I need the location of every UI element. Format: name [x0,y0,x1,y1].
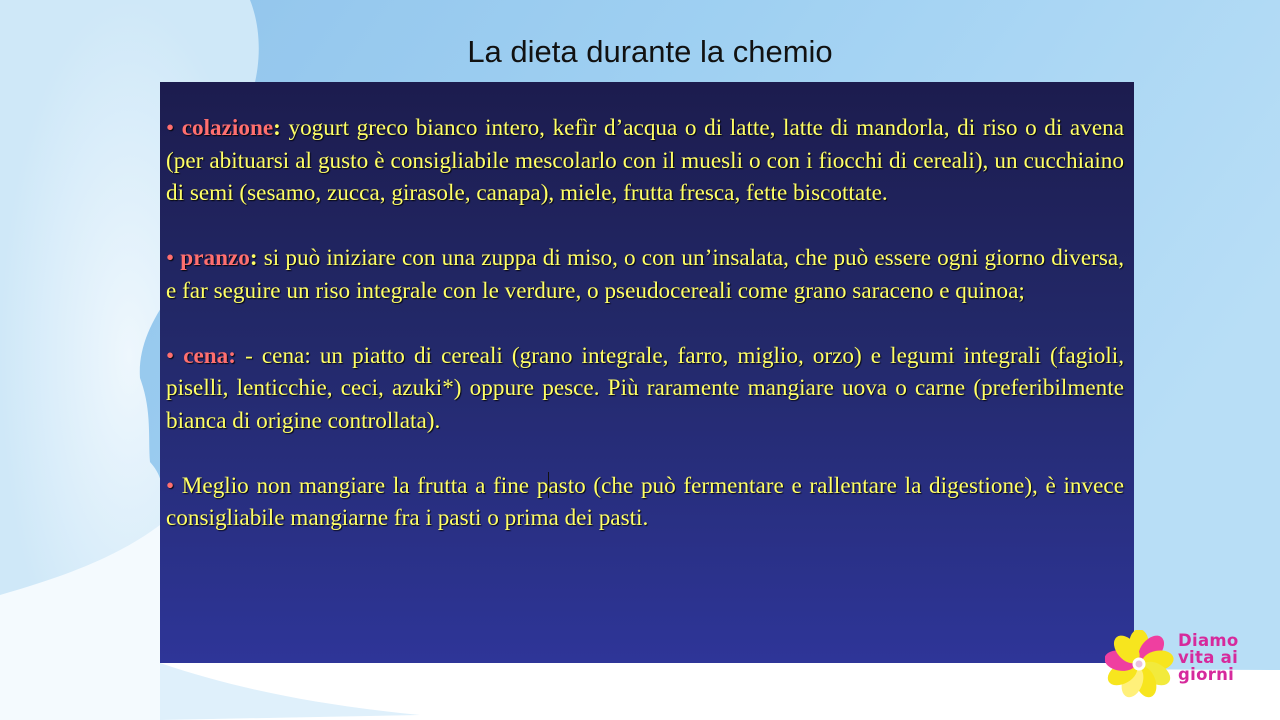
bullet-icon: • [166,342,175,369]
paragraph-pranzo [166,242,1124,307]
paragraph-text: yogurt greco bianco intero, kefìr d’acqua o di latte, latte di mandorla, di riso o di avena (per abituarsi al gusto è consigliabile mescolarlo con il muesli o con i fiocchi di cereali), un cucchiaino di semi (sesamo, zucca, girasole, canapa), miele, frutta fresca, fette biscottate. [166,115,1124,206]
logo-line-3: giorni [1178,665,1235,684]
paragraph-text-continued: asto (che può fermentare e rallentare la digestione), è invece consigliabile mangiarne fra i pasti o prima dei pasti. [166,472,1124,531]
logo [1105,630,1275,700]
bullet-icon: • [166,115,175,141]
keyword-colazione: colazione [181,115,274,141]
flower-icon [1105,630,1177,700]
logo-line-1: Diamo [1178,631,1239,650]
logo-line-2: vita ai [1178,648,1239,667]
logo-text [1178,632,1239,683]
keyword-cena: cena: [183,342,236,369]
paragraph-colazione [166,112,1124,210]
keyword-pranzo: pranzo [180,245,250,271]
content-box [160,82,1134,663]
slide-title: La dieta durante la chemio [467,34,833,69]
paragraph-text: - cena: un piatto di cereali (grano integrale, farro, miglio, orzo) e legumi integrali (fagioli, piselli, lenticchie, ceci, azuki*) oppure pesce. Più raramente mangiare uova o carne (preferibilmente bianca di origine controllata). [166,342,1125,434]
paragraph-cena [166,340,1124,438]
paragraph-text: si può iniziare con una zuppa di miso, o con un’insalata, che può essere ogni giorno diversa, e far seguire un riso integrale con le verdure, o pseudocereali come grano saraceno e quinoa; [166,245,1125,304]
bullet-icon: • [166,245,175,271]
keyword-separator: : [249,245,258,271]
paragraph-text: Meglio non mangiare la frutta a fine p [174,472,549,499]
bullet-icon: • [166,472,175,499]
keyword-separator: : [273,115,281,141]
paragraph-frutta [166,470,1124,535]
